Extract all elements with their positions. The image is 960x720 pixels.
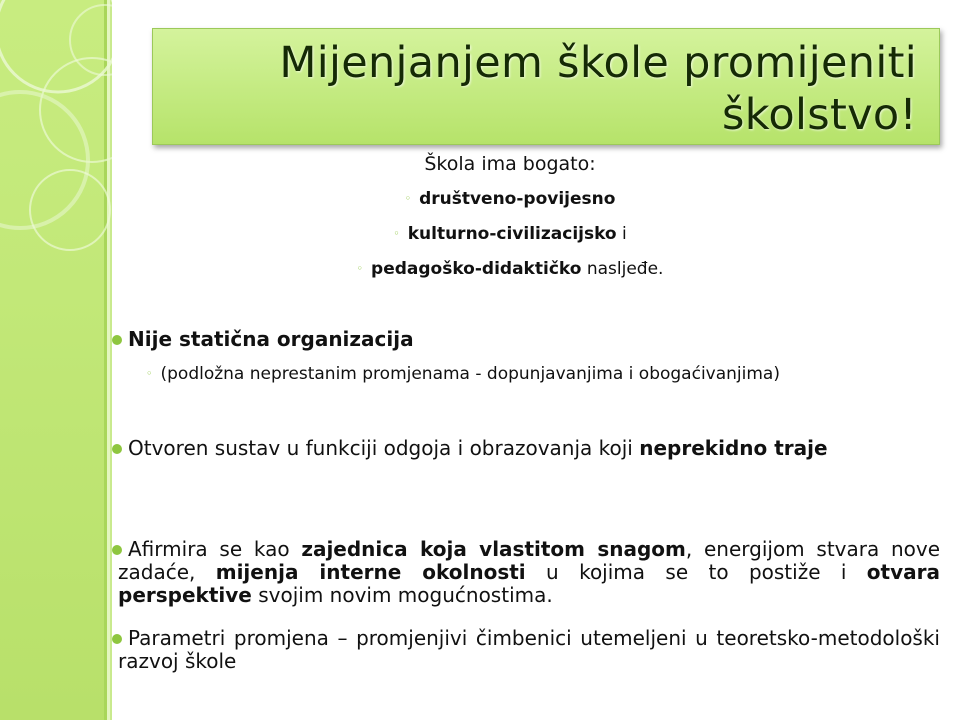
ring-bullet-icon: ◦ <box>393 227 400 240</box>
decor-circle <box>0 0 112 92</box>
intro-item-bold: kulturno-civilizacijsko <box>407 224 617 244</box>
bullet-item <box>112 538 940 607</box>
ring-bullet-icon: ◦ <box>404 192 412 205</box>
intro-item <box>150 256 870 282</box>
ring-bullet-icon: ◦ <box>356 262 364 275</box>
decor-circle <box>30 170 110 250</box>
intro-item <box>150 221 870 247</box>
bullet-text: Parametri promjena – promjenjivi čimbenici utemeljeni u teoretsko-metodološki razvoj škole <box>118 626 940 673</box>
decor-circle <box>70 5 112 75</box>
title-box <box>152 28 940 145</box>
intro-heading: Škola ima bogato: <box>424 153 596 175</box>
slide-title-line: Mijenjanjem škole promijeniti <box>279 38 917 88</box>
slide-title <box>197 37 917 141</box>
bullet-dot-icon <box>112 545 122 555</box>
bullet-bold: zajednica koja vlastitom snagom <box>301 537 686 561</box>
bullet-text: , energijom stvara nove zadaće, <box>118 537 941 584</box>
ring-bullet-icon: ◦ <box>146 367 153 380</box>
intro-item <box>150 186 870 212</box>
sub-bullet-text: (podložna neprestanim promjenama - dopunjavanjima i obogaćivanjima) <box>160 364 780 384</box>
bullet-text: Afirmira se kao <box>128 537 302 561</box>
intro-item-bold: društveno-povijesno <box>419 189 616 209</box>
intro-item-bold: pedagoško-didaktičko <box>371 259 582 279</box>
sub-bullet-item <box>146 363 940 385</box>
intro-item-rest: i <box>616 224 627 244</box>
bullet-bold: neprekidno traje <box>639 436 828 460</box>
bullet-bold: Nije statična organizacija <box>128 327 414 351</box>
decor-circles <box>0 0 112 720</box>
bullet-bold: mijenja interne okolnosti <box>215 560 526 584</box>
bullet-bold: otvara perspektive <box>118 560 940 607</box>
intro-item-rest: nasljeđe. <box>581 259 664 279</box>
bullet-text: svojim novim mogućnostima. <box>251 583 553 607</box>
bullet-dot-icon <box>112 634 122 644</box>
bullet-text: u kojima se to postiže i <box>525 560 867 584</box>
bullet-dot-icon <box>112 444 122 454</box>
bullet-item <box>112 328 940 351</box>
bullet-text: Otvoren sustav u funkciji odgoja i obrazovanja koji <box>128 436 640 460</box>
bullet-item <box>112 627 940 673</box>
bullet-dot-icon <box>112 335 122 345</box>
slide-title-line: školstvo! <box>722 90 917 140</box>
bullet-item <box>112 437 940 460</box>
